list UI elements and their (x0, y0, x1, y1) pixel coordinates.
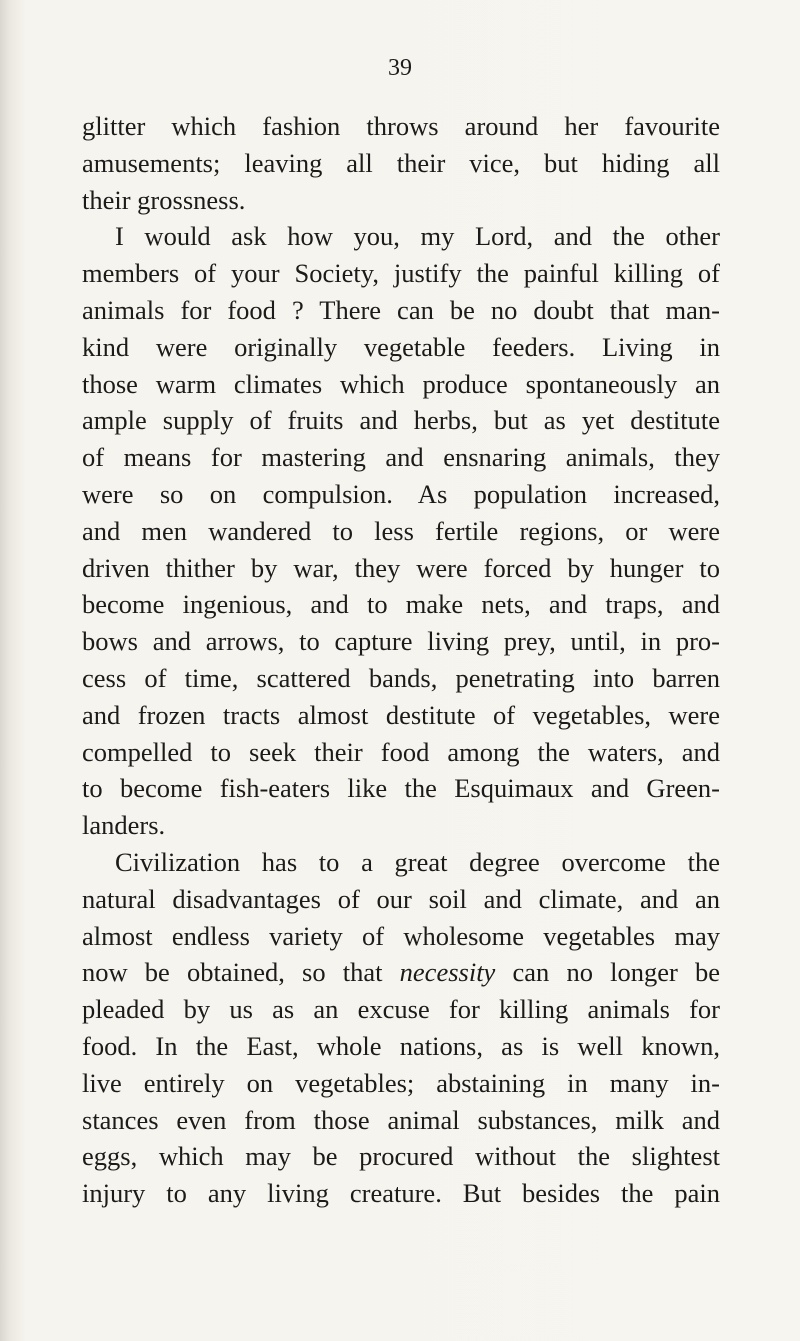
text-line: food. In the East, whole nations, as is well known, (82, 1030, 720, 1061)
text-line: bows and arrows, to capture living prey, until, in pro- (82, 626, 720, 657)
text-line: driven thither by war, they were forced by hunger to (82, 552, 720, 583)
body-text (82, 108, 720, 1212)
text-line: live entirely on vegetables; abstaining in many in- (82, 1067, 720, 1098)
text-segment: can no longer be (495, 957, 720, 988)
text-line: those warm climates which produce spontaneously an (82, 368, 720, 399)
text-line: were so on compulsion. As population increased, (82, 478, 720, 509)
text-line: I would ask how you, my Lord, and the other (115, 221, 720, 252)
text-line: pleaded by us as an excuse for killing animals for (82, 994, 720, 1025)
text-line: landers. (82, 810, 166, 841)
text-line: kind were originally vegetable feeders. Living in (82, 331, 720, 362)
text-line: natural disadvantages of our soil and climate, and an (82, 883, 720, 914)
text-line: animals for food ? There can be no doubt that man- (82, 294, 720, 325)
page-number: 39 (388, 55, 412, 81)
text-line: eggs, which may be procured without the slightest (82, 1141, 720, 1172)
italic-word: necessity (399, 957, 496, 988)
text-line: their grossness. (82, 184, 246, 215)
text-line: stances even from those animal substances, milk and (82, 1104, 720, 1135)
text-line: amusements; leaving all their vice, but hiding all (82, 147, 720, 178)
text-line: cess of time, scattered bands, penetrating into barren (82, 662, 720, 693)
text-line: and men wandered to less fertile regions, or were (82, 515, 720, 546)
text-line: become ingenious, and to make nets, and traps, and (82, 589, 720, 620)
text-segment: now be obtained, so that (82, 957, 400, 988)
text-line: members of your Society, justify the painful killing of (82, 258, 720, 289)
text-line: compelled to seek their food among the waters, and (82, 736, 720, 767)
text-line: almost endless variety of wholesome vegetables may (82, 920, 720, 951)
text-line (82, 954, 720, 991)
text-line: ample supply of fruits and herbs, but as yet destitute (82, 405, 720, 436)
text-line: of means for mastering and ensnaring animals, they (82, 442, 720, 473)
text-line: to become fish-eaters like the Esquimaux and Green- (82, 773, 720, 804)
text-line: and frozen tracts almost destitute of vegetables, were (82, 699, 720, 730)
text-line: Civilization has to a great degree overcome the (115, 846, 720, 877)
text-line: glitter which fashion throws around her favourite (82, 111, 720, 141)
text-line: injury to any living creature. But besides the pain (82, 1178, 720, 1209)
